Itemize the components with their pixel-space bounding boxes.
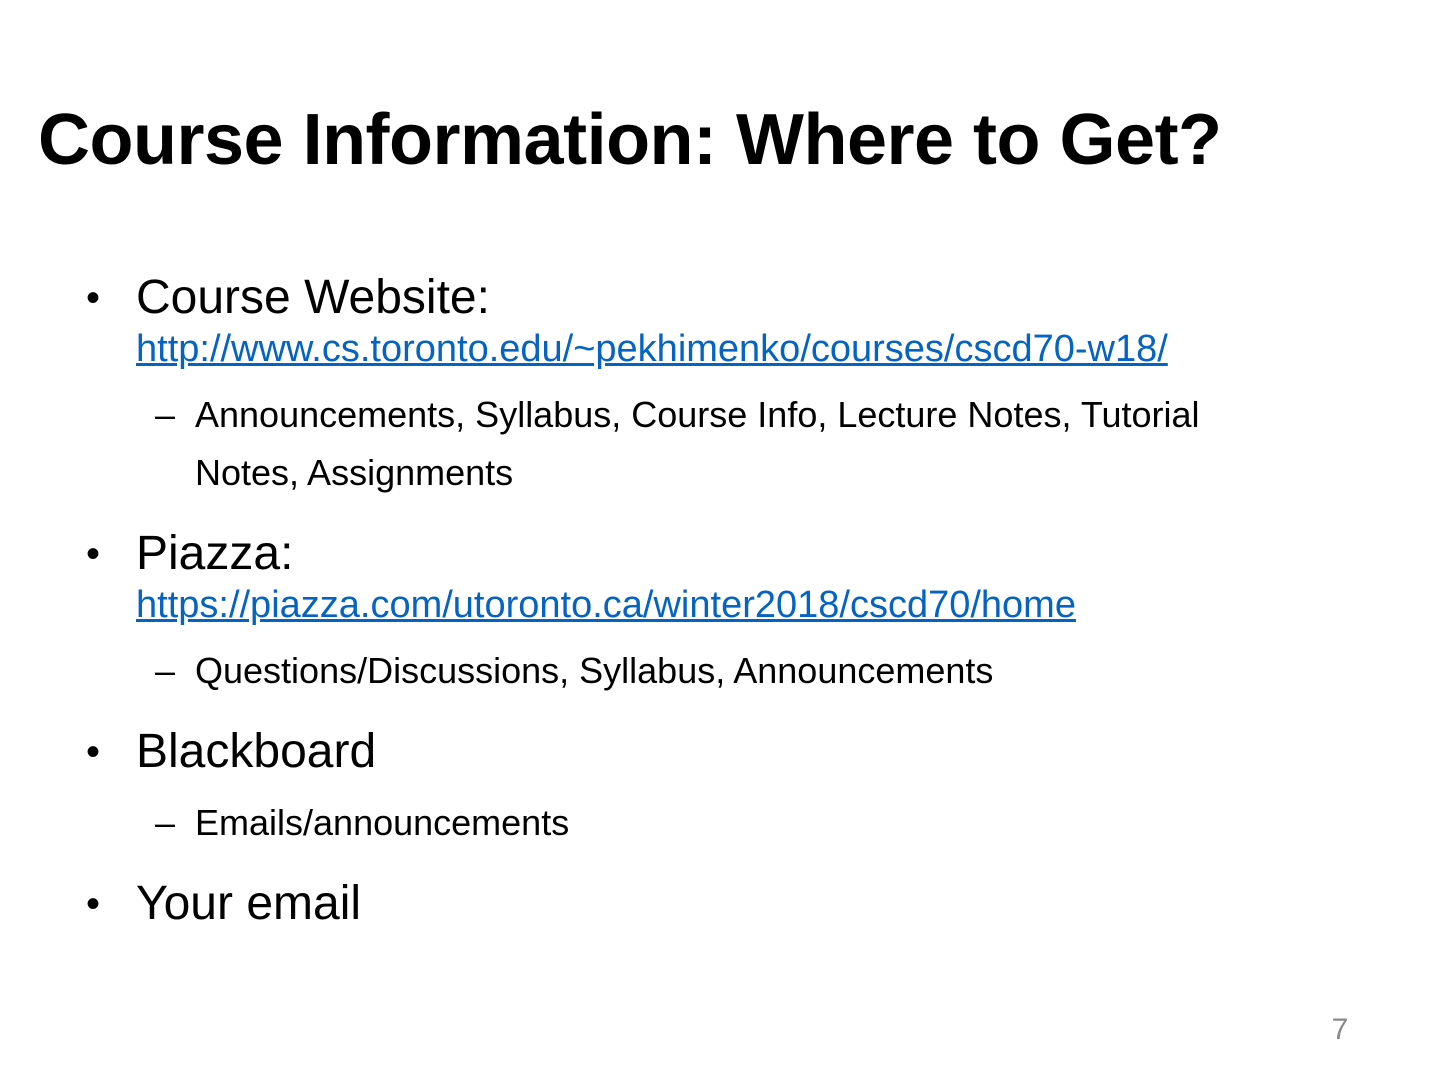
bullet-your-email xyxy=(0,876,1336,932)
sub-bullet-blackboard-contents xyxy=(0,794,1295,852)
sub-bullet-course-website-contents xyxy=(0,386,1295,502)
piazza-link[interactable]: https://piazza.com/utoronto.ca/winter2018/cscd70/home xyxy=(136,584,1076,626)
bullet-dot-icon: • xyxy=(86,730,101,774)
page-number: 7 xyxy=(1331,1013,1349,1046)
course-website-link[interactable]: http://www.cs.toronto.edu/~pekhimenko/courses/cscd70-w18/ xyxy=(136,328,1168,370)
bullet-course-website xyxy=(0,270,1336,372)
dash-icon: – xyxy=(155,650,176,691)
sub-bullet-text: Announcements, Syllabus, Course Info, Lecture Notes, Tutorial Notes, Assignments xyxy=(195,394,1200,493)
bullet-piazza xyxy=(0,526,1336,628)
bullet-label: Blackboard xyxy=(136,725,377,778)
sub-bullet-text: Emails/announcements xyxy=(195,802,570,843)
bullet-dot-icon: • xyxy=(86,276,101,320)
bullet-dot-icon: • xyxy=(86,532,101,576)
bullet-label: Piazza: xyxy=(136,527,294,580)
slide-title: Course Information: Where to Get? xyxy=(38,100,1222,180)
dash-icon: – xyxy=(155,394,176,435)
sub-bullet-text: Questions/Discussions, Syllabus, Announcements xyxy=(195,650,994,691)
bullet-dot-icon: • xyxy=(86,882,101,926)
sub-bullet-piazza-contents xyxy=(0,642,1295,700)
dash-icon: – xyxy=(155,802,176,843)
bullet-blackboard xyxy=(0,724,1336,780)
slide-content xyxy=(0,270,1440,932)
bullet-label: Course Website: xyxy=(136,271,490,324)
bullet-label: Your email xyxy=(136,877,362,930)
